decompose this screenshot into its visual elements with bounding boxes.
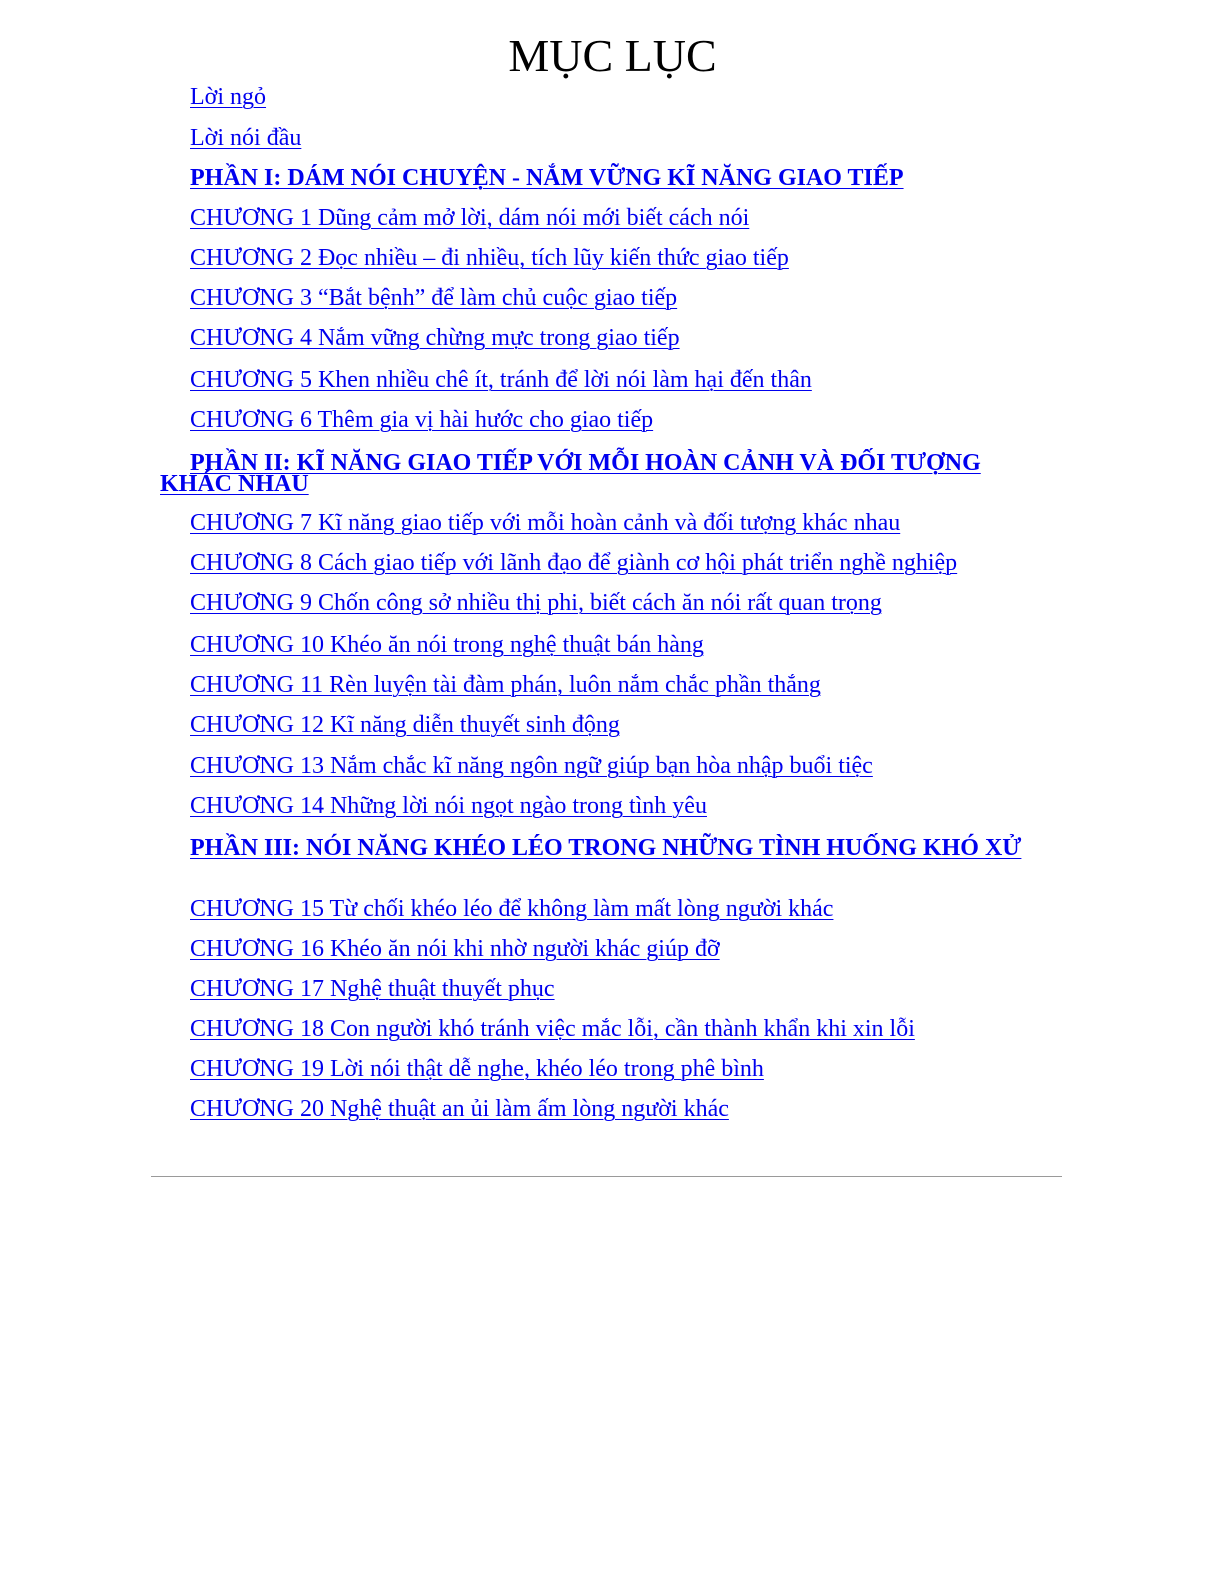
toc-chapter-5[interactable]: CHƯƠNG 5 Khen nhiều chê ít, tránh để lời nói làm hại đến thân xyxy=(190,367,812,393)
toc-chapter-14[interactable]: CHƯƠNG 14 Những lời nói ngọt ngào trong tình yêu xyxy=(190,793,707,819)
toc-chapter-6[interactable]: CHƯƠNG 6 Thêm gia vị hài hước cho giao tiếp xyxy=(190,407,654,433)
toc-chapter-13[interactable]: CHƯƠNG 13 Nắm chắc kĩ năng ngôn ngữ giúp bạn hòa nhập buổi tiệc xyxy=(190,753,873,779)
toc-chapter-2[interactable]: CHƯƠNG 2 Đọc nhiều – đi nhiều, tích lũy kiến thức giao tiếp xyxy=(190,245,789,271)
toc-chapter-12[interactable]: CHƯƠNG 12 Kĩ năng diễn thuyết sinh động xyxy=(190,712,620,738)
toc-chapter-9[interactable]: CHƯƠNG 9 Chốn công sở nhiều thị phi, biết cách ăn nói rất quan trọng xyxy=(190,590,882,616)
toc-item-loi-ngo[interactable]: Lời ngỏ xyxy=(190,84,267,110)
page-title: MỤC LỤC xyxy=(508,30,717,81)
toc-chapter-7[interactable]: CHƯƠNG 7 Kĩ năng giao tiếp với mỗi hoàn cảnh và đối tượng khác nhau xyxy=(190,510,901,536)
toc-chapter-4[interactable]: CHƯƠNG 4 Nắm vững chừng mực trong giao tiếp xyxy=(190,325,680,351)
toc-chapter-10[interactable]: CHƯƠNG 10 Khéo ăn nói trong nghệ thuật bán hàng xyxy=(190,632,704,658)
toc-chapter-18[interactable]: CHƯƠNG 18 Con người khó tránh việc mắc lỗi, cần thành khẩn khi xin lỗi xyxy=(190,1016,915,1042)
toc-chapter-17[interactable]: CHƯƠNG 17 Nghệ thuật thuyết phục xyxy=(190,976,555,1002)
toc-chapter-19[interactable]: CHƯƠNG 19 Lời nói thật dễ nghe, khéo léo trong phê bình xyxy=(190,1056,764,1082)
toc-chapter-16[interactable]: CHƯƠNG 16 Khéo ăn nói khi nhờ người khác giúp đỡ xyxy=(190,936,720,962)
toc-part-2[interactable]: PHẦN II: KĨ NĂNG GIAO TIẾP VỚI MỖI HOÀN CẢNH VÀ ĐỐI TƯỢNG KHÁC NHAU xyxy=(160,450,981,497)
toc-item-loi-noi-dau[interactable]: Lời nói đầu xyxy=(190,125,302,151)
toc-chapter-15[interactable]: CHƯƠNG 15 Từ chối khéo léo để không làm mất lòng người khác xyxy=(190,896,834,922)
toc-chapter-3[interactable]: CHƯƠNG 3 “Bắt bệnh” để làm chủ cuộc giao tiếp xyxy=(190,285,678,311)
horizontal-rule xyxy=(151,1176,1062,1177)
toc-chapter-8[interactable]: CHƯƠNG 8 Cách giao tiếp với lãnh đạo để giành cơ hội phát triển nghề nghiệp xyxy=(190,550,958,576)
toc-chapter-1[interactable]: CHƯƠNG 1 Dũng cảm mở lời, dám nói mới biết cách nói xyxy=(190,205,750,231)
toc-part-1[interactable]: PHẦN I: DÁM NÓI CHUYỆN - NẮM VỮNG KĨ NĂNG GIAO TIẾP xyxy=(190,165,904,191)
toc-chapter-20[interactable]: CHƯƠNG 20 Nghệ thuật an ủi làm ấm lòng người khác xyxy=(190,1096,729,1122)
toc-part-3[interactable]: PHẦN III: NÓI NĂNG KHÉO LÉO TRONG NHỮNG TÌNH HUỐNG KHÓ XỬ xyxy=(190,835,1022,861)
toc-chapter-11[interactable]: CHƯƠNG 11 Rèn luyện tài đàm phán, luôn nắm chắc phần thắng xyxy=(190,672,821,698)
